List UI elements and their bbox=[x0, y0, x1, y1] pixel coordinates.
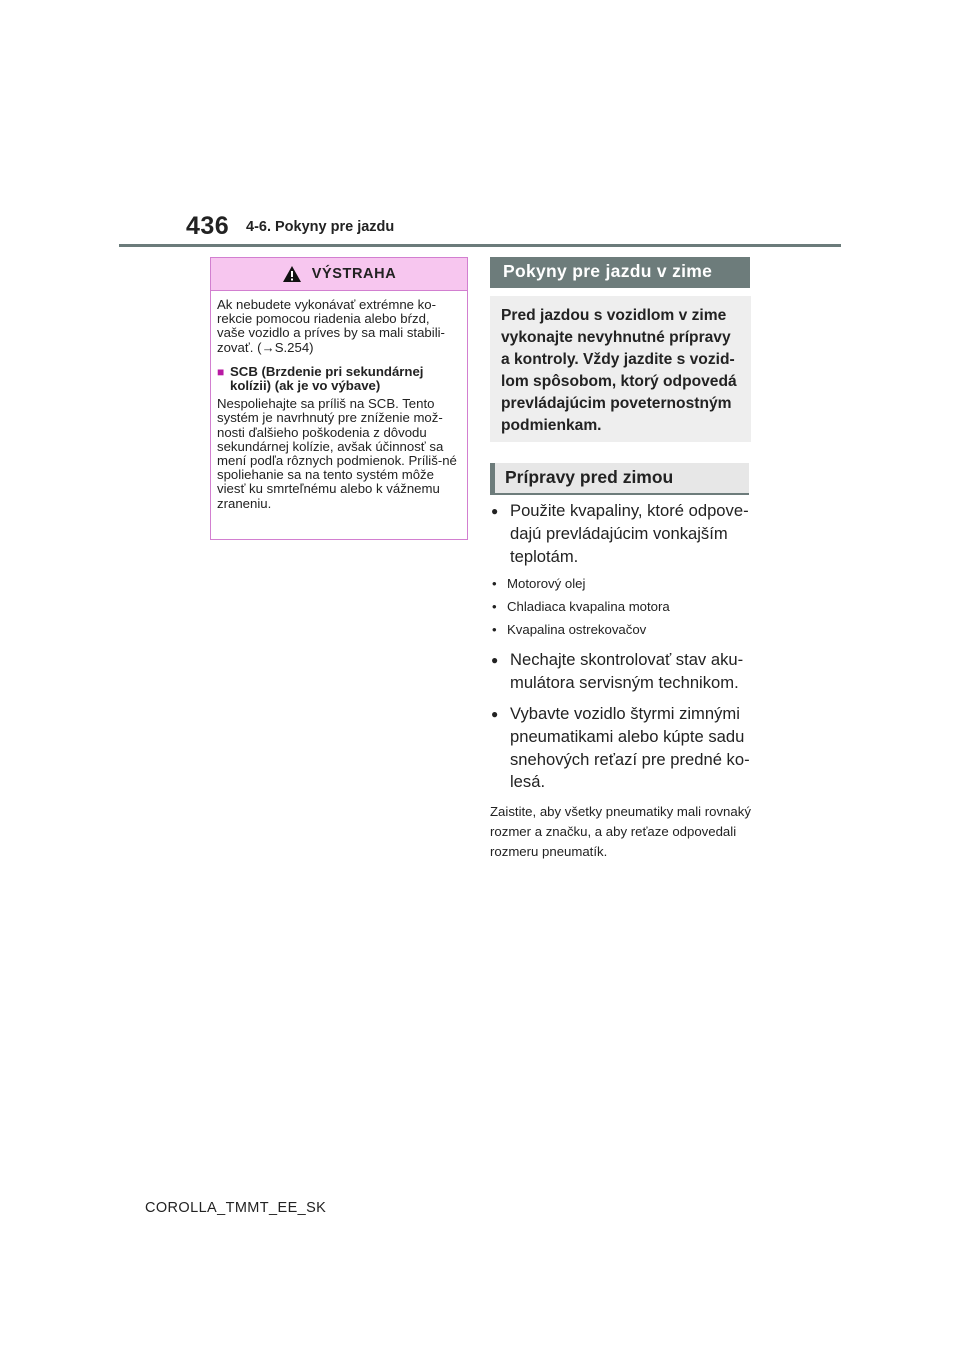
bullet-dot-icon: ● bbox=[491, 653, 499, 668]
bullet-item bbox=[490, 703, 752, 794]
warning-triangle-icon bbox=[282, 265, 302, 283]
bullet-text: Vybavte vozidlo štyrmi zimnými pneumatikami alebo kúpte sadu snehových reťazí pre predné ko-lesá. bbox=[510, 703, 750, 792]
bullet-dot-icon: ● bbox=[491, 504, 499, 518]
list-item bbox=[490, 599, 752, 615]
header-divider bbox=[119, 244, 841, 247]
small-bullet-icon: • bbox=[492, 576, 497, 592]
subheading: Prípravy pred zimou bbox=[490, 463, 749, 495]
warning-title: VÝSTRAHA bbox=[311, 266, 397, 282]
list-item bbox=[490, 622, 752, 638]
warning-header bbox=[211, 258, 467, 291]
list-item-text: Motorový olej bbox=[507, 576, 586, 592]
bullet-text: Nechajte skontrolovať stav aku-mulátora servisným technikom. bbox=[510, 650, 744, 693]
bullet-item bbox=[490, 500, 752, 568]
scb-heading bbox=[217, 365, 461, 393]
bullet-text: Použite kvapaliny, ktoré odpove-dajú prevládajúcim vonkajším teplotám. bbox=[510, 501, 749, 566]
scb-paragraph: Nespoliehajte sa príliš na SCB. Tento systém je navrhnutý pre zníženie mož-nosti ďalšieho poškodenia z dôvodu sekundárnej kolízie, avšak účinnosť sa mení podľa rôznych podmienok. Príliš-né spoliehanie sa na tento systém môže viesť ku smrteľnému alebo k vážnemu zraneniu. bbox=[217, 396, 457, 511]
scb-heading-text: SCB (Brzdenie pri sekundárnej kolízii) (ak je vo výbave) bbox=[230, 363, 424, 394]
list-item-text: Chladiaca kvapalina motora bbox=[507, 599, 670, 615]
small-bullet-icon: • bbox=[492, 622, 497, 638]
page-number: 436 bbox=[186, 212, 230, 240]
section-banner: Pokyny pre jazdu v zime bbox=[490, 257, 750, 288]
intro-box: Pred jazdou s vozidlom v zime vykonajte nevyhnutné prípravy a kontroly. Vždy jazdite s vozid-lom spôsobom, ktorý odpovedá prevládajúcim poveternostným podmienkam. bbox=[490, 296, 751, 442]
footer-code: COROLLA_TMMT_EE_SK bbox=[145, 1200, 327, 1216]
warning-body bbox=[211, 291, 467, 511]
list-item bbox=[490, 576, 752, 592]
square-bullet-icon: ■ bbox=[217, 364, 225, 379]
warning-box bbox=[210, 257, 468, 540]
fluids-list bbox=[490, 576, 752, 638]
section-title: 4-6. Pokyny pre jazdu bbox=[246, 219, 395, 235]
bullet-dot-icon: ● bbox=[491, 706, 499, 721]
list-item-text: Kvapalina ostrekovačov bbox=[507, 622, 647, 638]
small-bullet-icon: • bbox=[492, 599, 497, 615]
warning-paragraph: Ak nebudete vykonávať extrémne ko-rekcie pomocou riadenia alebo bŕzd, vaše vozidlo a príves by sa mali stabili-zovať. (→S.254) bbox=[217, 297, 445, 355]
note-text: Zaistite, aby všetky pneumatiky mali rovnaký rozmer a značku, a aby reťaze odpovedali rozmeru pneumatík. bbox=[490, 804, 751, 860]
main-content bbox=[490, 500, 752, 862]
bullet-item bbox=[490, 649, 752, 695]
